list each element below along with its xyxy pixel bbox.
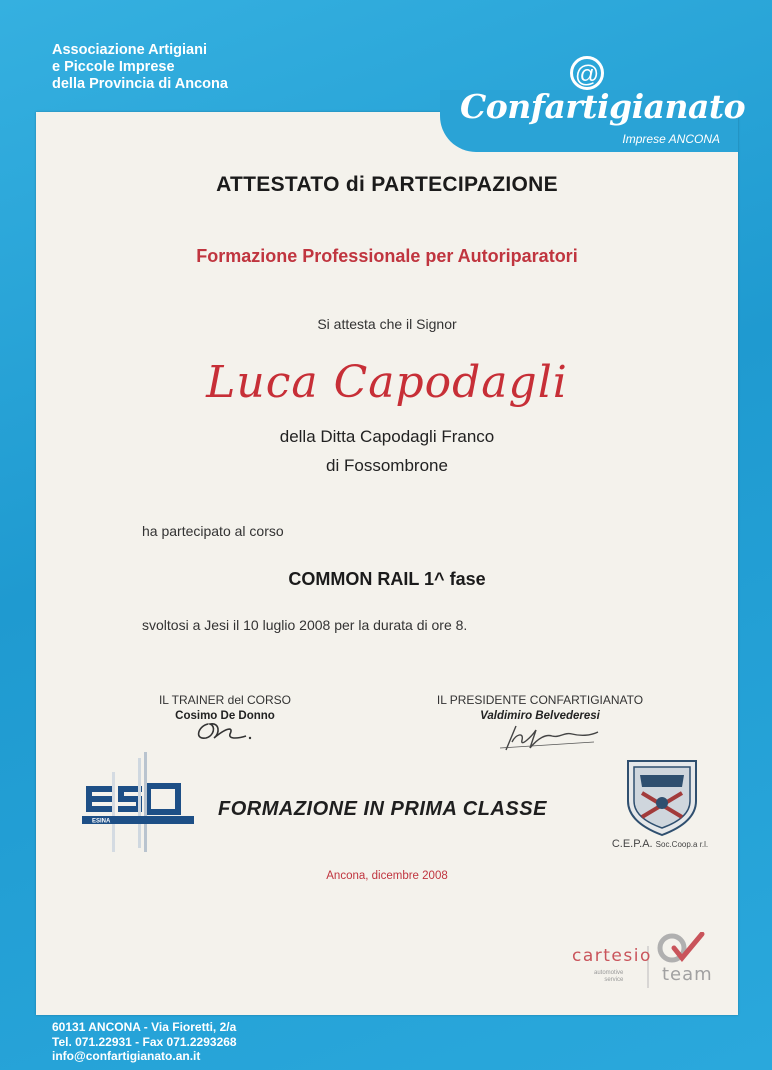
association-line-3: della Provincia di Ancona [52, 76, 228, 92]
cartesio-small-text [594, 970, 623, 984]
esa-logo-text: ESINA [92, 818, 111, 825]
certificate-title: ATTESTATO di PARTECIPAZIONE [216, 173, 558, 196]
recipient-name: Luca Capodagli [206, 357, 568, 408]
course-details: svoltosi a Jesi il 10 luglio 2008 per la durata di ore 8. [142, 617, 468, 633]
cepa-suffix: Soc.Coop.a r.l. [655, 840, 709, 849]
president-role: IL PRESIDENTE CONFARTIGIANATO [436, 693, 644, 707]
at-sign-icon: @ [570, 56, 604, 90]
confartigianato-logo: Confartigianato [460, 87, 746, 126]
footer-line-2: Tel. 071.22931 - Fax 071.2293268 [52, 1034, 237, 1049]
date-place: Ancona, dicembre 2008 [326, 870, 448, 882]
tagline: FORMAZIONE IN PRIMA CLASSE [218, 798, 547, 820]
association-line-1: Associazione Artigiani [52, 42, 207, 58]
footer-line-3: info@confartigianato.an.it [52, 1049, 201, 1063]
attesta-text: Si attesta che il Signor [317, 316, 457, 332]
cepa-name: C.E.P.A. [611, 838, 653, 850]
esa-logo-icon [78, 752, 198, 852]
city-text: di Fossombrone [326, 456, 448, 475]
cartesio-small-line-1: automotive [594, 970, 624, 976]
trainer-name: Cosimo De Donno [175, 710, 275, 722]
president-name: Valdimiro Belvederesi [480, 710, 600, 722]
cartesio-small-line-2: service [604, 977, 624, 983]
association-line-2: e Piccole Imprese [52, 59, 175, 75]
certificate-subtitle: Formazione Professionale per Autoriparatori [196, 246, 578, 266]
trainer-role: IL TRAINER del CORSO [158, 693, 292, 707]
cartesio-name: cartesio [572, 946, 652, 966]
course-name: COMMON RAIL 1^ fase [288, 569, 486, 589]
trainer-signature-icon [190, 716, 260, 746]
association-header [52, 42, 228, 93]
logo-subtitle: Imprese ANCONA [622, 132, 720, 146]
participated-text: ha partecipato al corso [142, 523, 284, 539]
footer-contacts [52, 1020, 237, 1064]
cepa-label [590, 838, 730, 850]
president-signature-icon [494, 722, 604, 754]
cartesio-team: team [662, 964, 713, 985]
company-text: della Ditta Capodagli Franco [279, 427, 495, 446]
footer-line-1: 60131 ANCONA - Via Fioretti, 2/a [52, 1020, 237, 1034]
cepa-shield-icon [622, 757, 702, 837]
